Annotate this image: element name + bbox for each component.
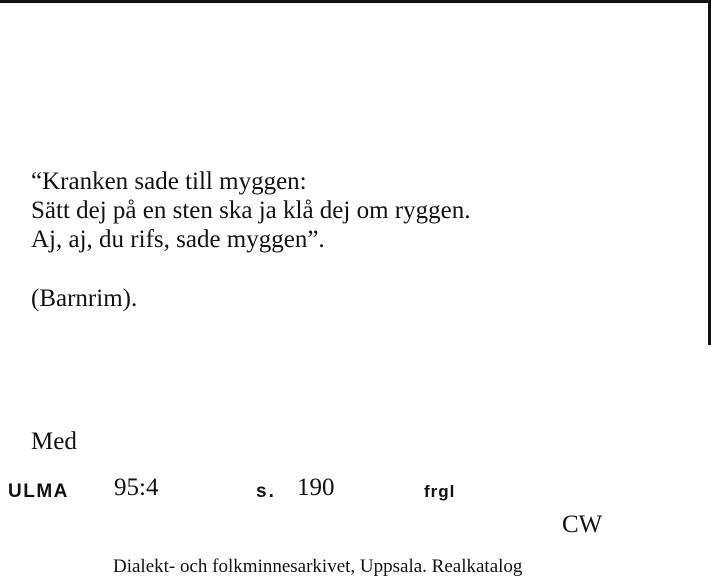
archive-code: ULMA xyxy=(8,481,69,502)
page-number: 190 xyxy=(297,474,335,501)
archive-footer: Dialekt- och folkminnesarkivet, Uppsala. Realkatalog xyxy=(113,556,523,577)
page-prefix: s. xyxy=(256,481,276,502)
rhyme-line-2: Sätt dej på en sten ska ja klå dej om ryggen. xyxy=(31,197,471,224)
med-label: Med xyxy=(31,428,77,455)
rhyme-line-1: “Kranken sade till myggen: xyxy=(31,168,307,195)
source-note: (Barnrim). xyxy=(31,285,138,312)
card-top-border xyxy=(0,0,711,3)
rhyme-line-3: Aj, aj, du rifs, sade myggen”. xyxy=(31,226,325,253)
rhyme-text xyxy=(31,167,470,254)
collector-initials: CW xyxy=(562,511,603,538)
category-code: frgl xyxy=(424,482,456,501)
archive-number: 95:4 xyxy=(114,474,159,501)
